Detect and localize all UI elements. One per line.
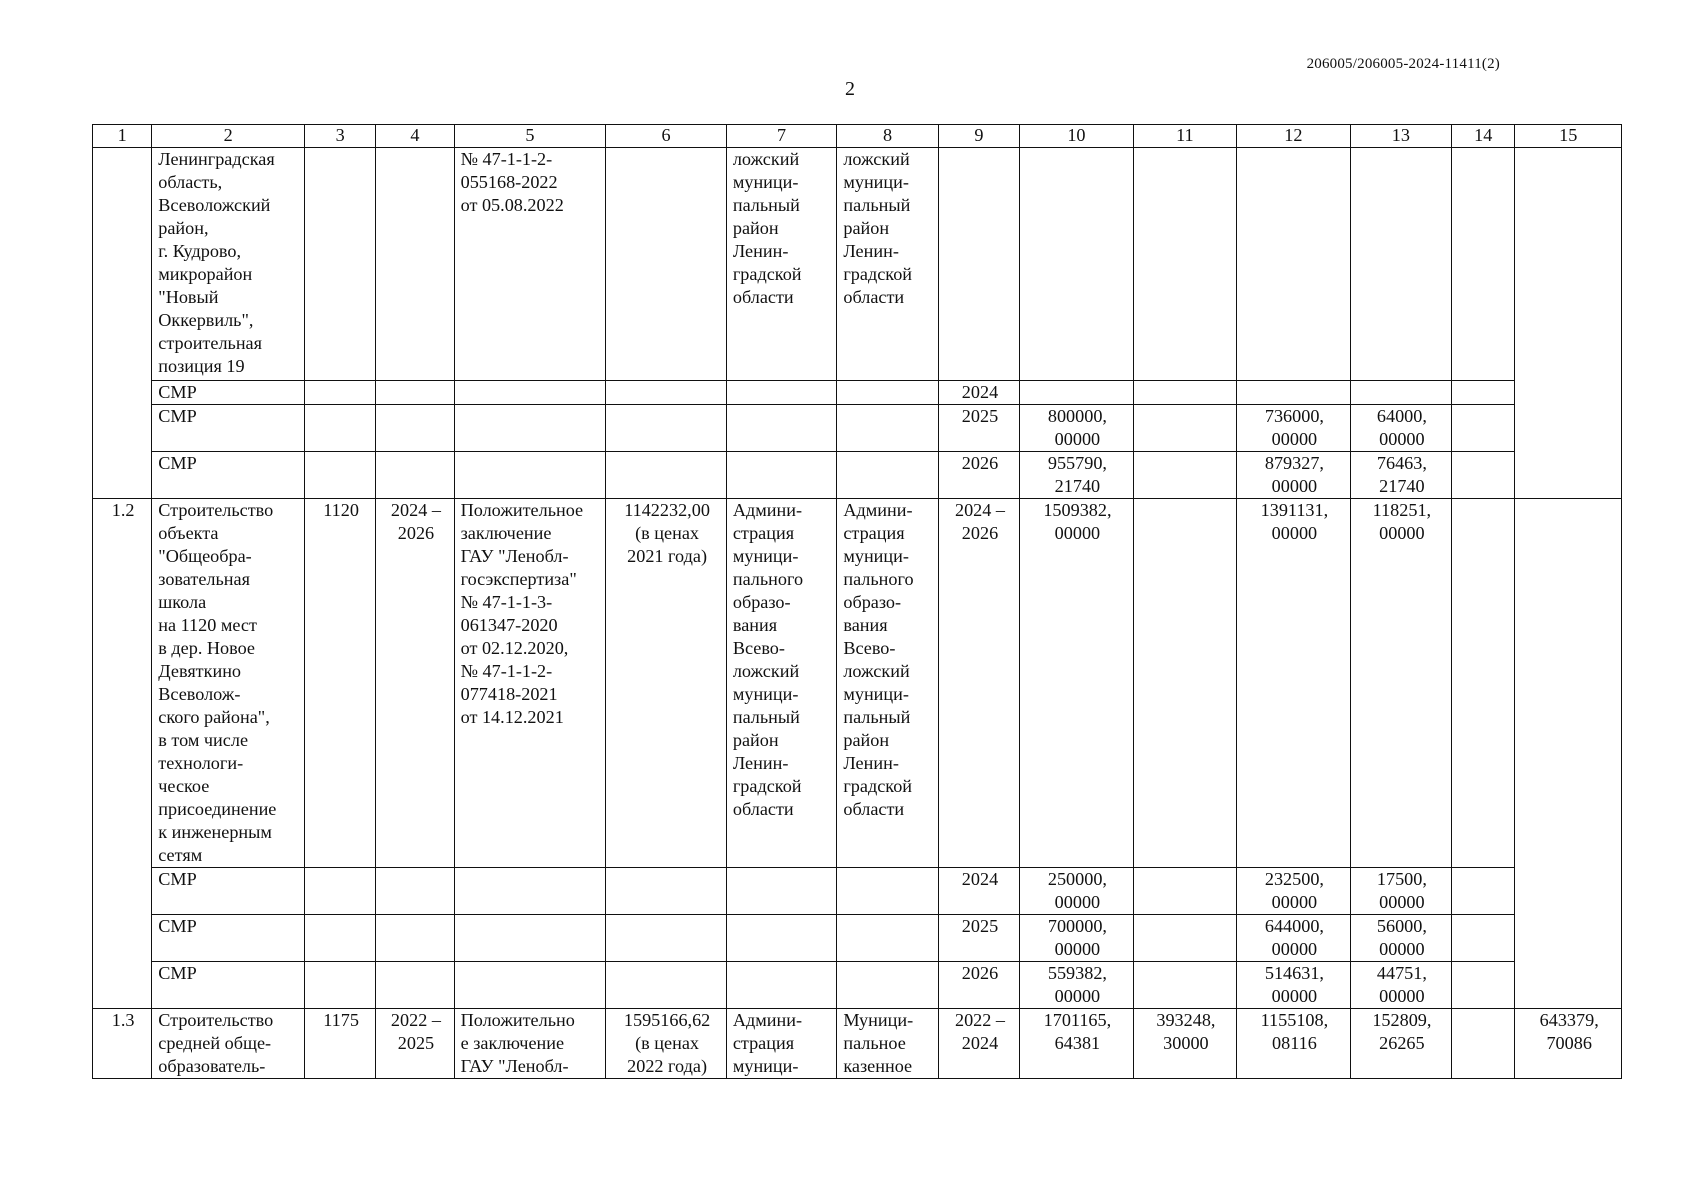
cell-cost: 1595166,62 (в ценах 2022 года) xyxy=(606,1009,727,1079)
cell-federal xyxy=(1133,381,1236,405)
table-row xyxy=(93,1009,1622,1079)
cell-period xyxy=(376,148,454,381)
table-row xyxy=(93,381,1622,405)
col-header: 4 xyxy=(376,125,454,148)
cell-empty xyxy=(454,915,606,962)
col-header: 1 xyxy=(93,125,152,148)
cell-total: 955790, 21740 xyxy=(1020,452,1134,499)
cell-empty xyxy=(606,915,727,962)
cell-regional: 879327, 00000 xyxy=(1237,452,1351,499)
cell-cost xyxy=(606,148,727,381)
cell-developer: Муници- пальное казенное xyxy=(837,1009,938,1079)
cell-other xyxy=(1452,405,1515,452)
cell-empty xyxy=(837,868,938,915)
cell-empty xyxy=(454,868,606,915)
cell-object-name: СМР xyxy=(152,381,305,405)
table-row xyxy=(93,868,1622,915)
cell-local xyxy=(1350,381,1451,405)
cell-empty xyxy=(726,915,837,962)
cell-year: 2024 xyxy=(938,381,1019,405)
cell-cost: 1142232,00 (в ценах 2021 года) xyxy=(606,499,727,868)
cell-object-name: СМР xyxy=(152,962,305,1009)
cell-customer: Админи- страция муници- пального образо- вания Всево- ложский муници- пальный район Ленин- градской области xyxy=(726,499,837,868)
cell-empty xyxy=(376,868,454,915)
col-header: 15 xyxy=(1515,125,1622,148)
cell-regional: 1391131, 00000 xyxy=(1237,499,1351,868)
cell-other xyxy=(1452,1009,1515,1079)
cell-empty xyxy=(837,452,938,499)
cell-other xyxy=(1452,868,1515,915)
cell-local: 44751, 00000 xyxy=(1350,962,1451,1009)
cell-year: 2025 xyxy=(938,405,1019,452)
cell-local xyxy=(1350,148,1451,381)
cell-object-name: СМР xyxy=(152,452,305,499)
page-number: 2 xyxy=(845,78,855,100)
cell-empty xyxy=(376,452,454,499)
cell-year: 2024 xyxy=(938,868,1019,915)
cell-empty xyxy=(837,381,938,405)
cell-empty xyxy=(726,962,837,1009)
cell-developer: ложский муници- пальный район Ленин- градской области xyxy=(837,148,938,381)
cell-other xyxy=(1452,381,1515,405)
col-header: 12 xyxy=(1237,125,1351,148)
cell-regional: 514631, 00000 xyxy=(1237,962,1351,1009)
cell-empty xyxy=(837,405,938,452)
cell-empty xyxy=(837,962,938,1009)
cell-local: 76463, 21740 xyxy=(1350,452,1451,499)
cell-period: 2024 – 2026 xyxy=(376,499,454,868)
cell-other xyxy=(1452,499,1515,868)
cell-customer: ложский муници- пальный район Ленин- градской области xyxy=(726,148,837,381)
cell-expertise: Положительное заключение ГАУ "Ленобл- госэкспертиза" № 47-1-1-3- 061347-2020 от 02.12.2020, № 47-1-1-2- 077418-2021 от 14.12.2021 xyxy=(454,499,606,868)
cell-year: 2026 xyxy=(938,962,1019,1009)
cell-federal: 393248, 30000 xyxy=(1133,1009,1236,1079)
cell-year: 2024 – 2026 xyxy=(938,499,1019,868)
cell-object-name: СМР xyxy=(152,868,305,915)
cell-year: 2025 xyxy=(938,915,1019,962)
col-header: 9 xyxy=(938,125,1019,148)
cell-empty xyxy=(376,915,454,962)
cell-regional: 644000, 00000 xyxy=(1237,915,1351,962)
cell-total: 250000, 00000 xyxy=(1020,868,1134,915)
cell-regional: 232500, 00000 xyxy=(1237,868,1351,915)
cell-regional xyxy=(1237,381,1351,405)
cell-capacity: 1175 xyxy=(304,1009,375,1079)
table-row xyxy=(93,452,1622,499)
cell-total: 1701165, 64381 xyxy=(1020,1009,1134,1079)
cell-local: 56000, 00000 xyxy=(1350,915,1451,962)
cell-object-name: СМР xyxy=(152,915,305,962)
cell-other xyxy=(1452,148,1515,381)
col-header: 5 xyxy=(454,125,606,148)
cell-total: 559382, 00000 xyxy=(1020,962,1134,1009)
cell-federal xyxy=(1133,915,1236,962)
cell-customer: Админи- страция муници- xyxy=(726,1009,837,1079)
cell-object-name: Строительство средней обще- образователь- xyxy=(152,1009,305,1079)
document-id: 206005/206005-2024-11411(2) xyxy=(1306,56,1500,72)
cell-other xyxy=(1452,452,1515,499)
cell-expertise: Положительно е заключение ГАУ "Ленобл- xyxy=(454,1009,606,1079)
col-header: 7 xyxy=(726,125,837,148)
cell-col15: 643379, 70086 xyxy=(1515,1009,1622,1079)
cell-year: 2026 xyxy=(938,452,1019,499)
cell-empty xyxy=(304,962,375,1009)
cell-empty xyxy=(606,405,727,452)
table-row xyxy=(93,962,1622,1009)
cell-item-number: 1.3 xyxy=(93,1009,152,1079)
cell-local: 118251, 00000 xyxy=(1350,499,1451,868)
cell-other xyxy=(1452,962,1515,1009)
header-row xyxy=(93,125,1622,148)
cell-other xyxy=(1452,915,1515,962)
cell-regional: 736000, 00000 xyxy=(1237,405,1351,452)
cell-empty xyxy=(837,915,938,962)
cell-total: 700000, 00000 xyxy=(1020,915,1134,962)
table-row xyxy=(93,405,1622,452)
cell-federal xyxy=(1133,499,1236,868)
cell-object-name: Ленинградская область, Всеволожский район, г. Кудрово, микрорайон "Новый Оккервиль", строительная позиция 19 xyxy=(152,148,305,381)
col-header: 3 xyxy=(304,125,375,148)
cell-year: 2022 – 2024 xyxy=(938,1009,1019,1079)
cell-empty xyxy=(726,452,837,499)
table-row xyxy=(93,499,1622,868)
cell-regional: 1155108, 08116 xyxy=(1237,1009,1351,1079)
cell-total: 1509382, 00000 xyxy=(1020,499,1134,868)
col-header: 2 xyxy=(152,125,305,148)
cell-object-name: Строительство объекта "Общеобра- зовательная школа на 1120 мест в дер. Новое Девяткино Всеволож- ского района", в том числе технологи- ческое присоединение к инженерным сетям xyxy=(152,499,305,868)
cell-federal xyxy=(1133,148,1236,381)
cell-period: 2022 – 2025 xyxy=(376,1009,454,1079)
cell-empty xyxy=(304,452,375,499)
cell-total xyxy=(1020,148,1134,381)
cell-total: 800000, 00000 xyxy=(1020,405,1134,452)
col-header: 11 xyxy=(1133,125,1236,148)
cell-capacity: 1120 xyxy=(304,499,375,868)
table-row xyxy=(93,148,1622,381)
cell-expertise: № 47-1-1-2- 055168-2022 от 05.08.2022 xyxy=(454,148,606,381)
cell-regional xyxy=(1237,148,1351,381)
cell-object-name: СМР xyxy=(152,405,305,452)
cell-total xyxy=(1020,381,1134,405)
cell-year xyxy=(938,148,1019,381)
table-row xyxy=(93,915,1622,962)
cell-empty xyxy=(304,868,375,915)
cell-empty xyxy=(454,381,606,405)
cell-empty xyxy=(454,405,606,452)
col-header: 10 xyxy=(1020,125,1134,148)
cell-empty xyxy=(606,381,727,405)
cell-empty xyxy=(376,962,454,1009)
cell-item-number xyxy=(93,148,152,499)
cell-col15 xyxy=(1515,148,1622,499)
cell-local: 64000, 00000 xyxy=(1350,405,1451,452)
cell-empty xyxy=(376,405,454,452)
cell-empty xyxy=(606,962,727,1009)
cell-empty xyxy=(454,452,606,499)
col-header: 14 xyxy=(1452,125,1515,148)
cell-federal xyxy=(1133,405,1236,452)
cell-empty xyxy=(304,405,375,452)
data-table xyxy=(92,124,1622,1079)
cell-developer: Админи- страция муници- пального образо- вания Всево- ложский муници- пальный район Ленин- градской области xyxy=(837,499,938,868)
cell-federal xyxy=(1133,962,1236,1009)
col-header: 8 xyxy=(837,125,938,148)
cell-col15 xyxy=(1515,499,1622,1009)
cell-capacity xyxy=(304,148,375,381)
cell-federal xyxy=(1133,868,1236,915)
cell-federal xyxy=(1133,452,1236,499)
cell-item-number: 1.2 xyxy=(93,499,152,1009)
cell-empty xyxy=(304,915,375,962)
col-header: 6 xyxy=(606,125,727,148)
cell-empty xyxy=(376,381,454,405)
cell-empty xyxy=(304,381,375,405)
cell-empty xyxy=(606,868,727,915)
cell-empty xyxy=(726,868,837,915)
cell-local: 17500, 00000 xyxy=(1350,868,1451,915)
cell-empty xyxy=(726,405,837,452)
col-header: 13 xyxy=(1350,125,1451,148)
cell-empty xyxy=(454,962,606,1009)
cell-local: 152809, 26265 xyxy=(1350,1009,1451,1079)
cell-empty xyxy=(726,381,837,405)
cell-empty xyxy=(606,452,727,499)
